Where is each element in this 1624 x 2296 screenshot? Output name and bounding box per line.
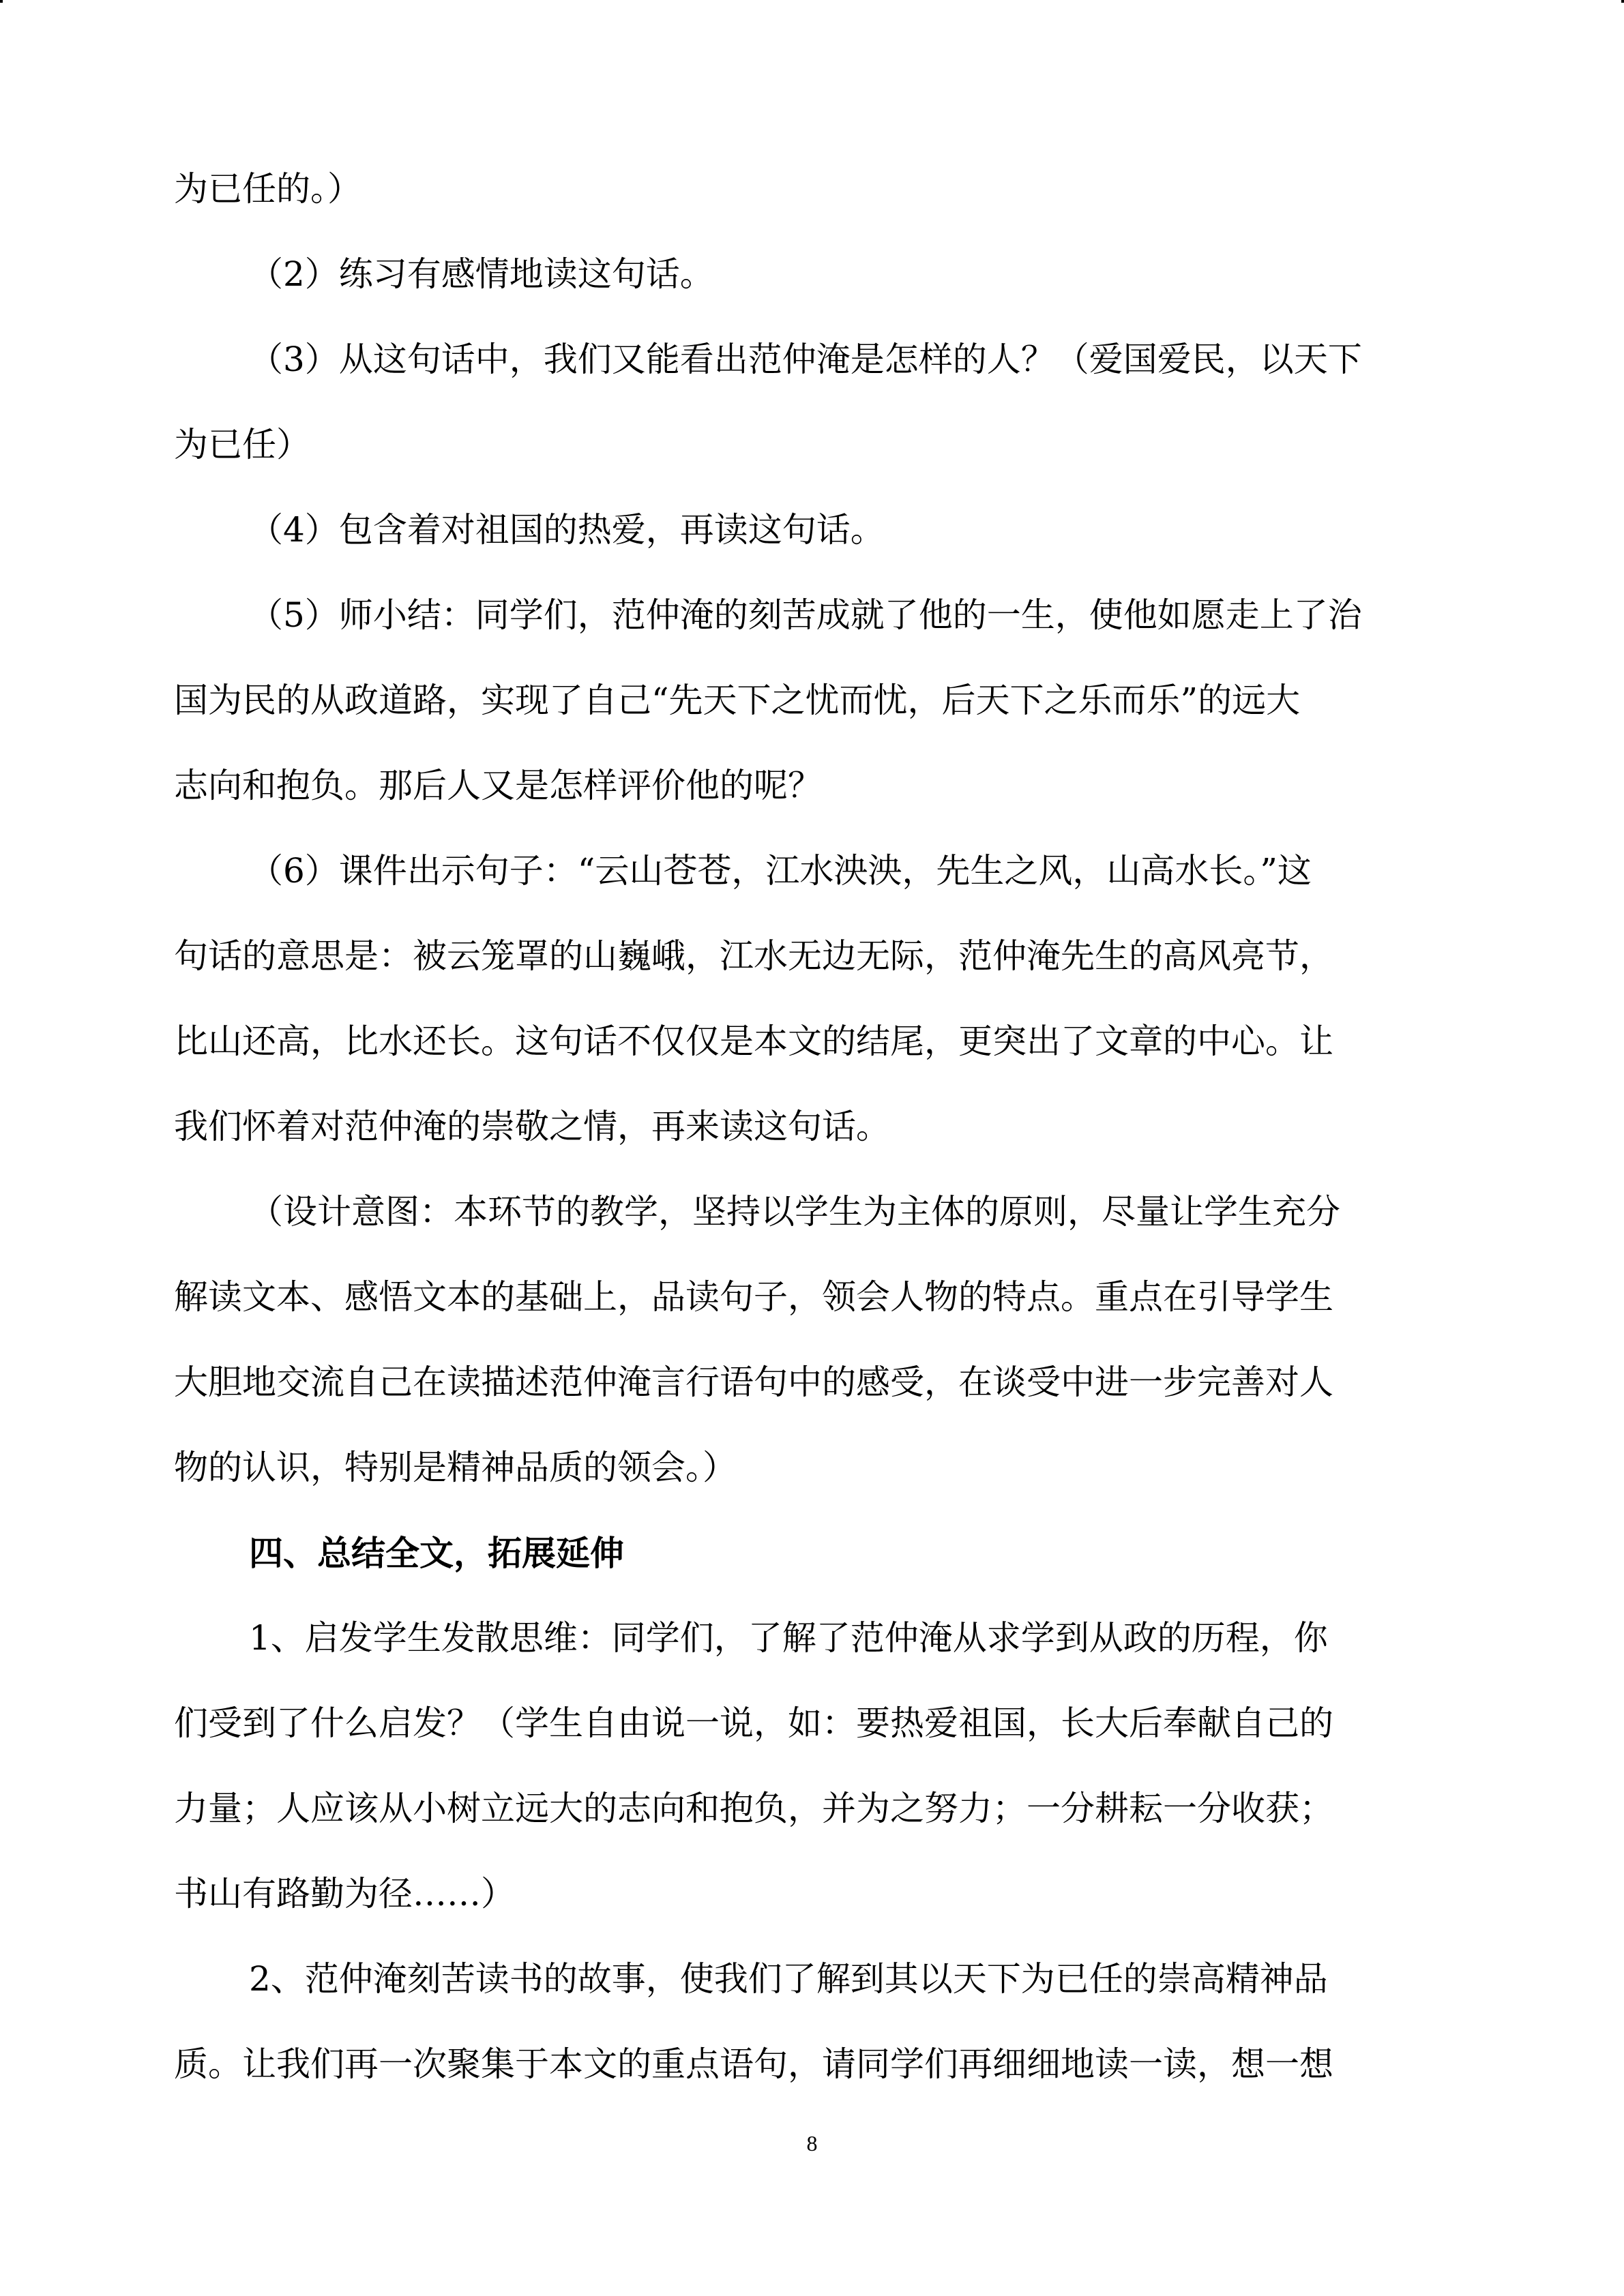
text-line: 句话的意思是：被云笼罩的山巍峨，江水无边无际，范仲淹先生的高风亮节， (174, 936, 1333, 976)
text-line: 我们怀着对范仲淹的崇敬之情，再来读这句话。 (174, 1107, 890, 1146)
text-line: 国为民的从政道路，实现了自己“先天下之忧而忧，后天下之乐而乐”的远大 (174, 681, 1301, 720)
page-corner-mark-left (0, 0, 3, 3)
text-line: （2）练习有感情地读这句话。 (249, 254, 714, 294)
text-line: （6）课件出示句子：“云山苍苍，江水泱泱，先生之风，山高水长。”这 (249, 851, 1312, 891)
text-line: 1、启发学生发散思维：同学们，了解了范仲淹从求学到从政的历程，你 (249, 1618, 1328, 1658)
section-heading: 四、总结全文，拓展延伸 (249, 1533, 624, 1573)
text-line: 为已任） (174, 425, 310, 464)
text-line: 力量；人应该从小树立远大的志向和抱负，并为之努力；一分耕耘一分收获； (174, 1789, 1333, 1828)
text-line: 比山还高，比水还长。这句话不仅仅是本文的结尾，更突出了文章的中心。让 (174, 1022, 1333, 1061)
body-text (174, 147, 1473, 2107)
page-number: 8 (806, 2131, 818, 2156)
text-line: 物的认识，特别是精神品质的领会。） (174, 1448, 737, 1487)
text-line: 为已任的。） (174, 169, 361, 209)
text-line: （4）包含着对祖国的热爱，再读这句话。 (249, 510, 885, 550)
page-corner-mark-right (1621, 0, 1624, 3)
text-line: 质。让我们再一次聚集于本文的重点语句，请同学们再细细地读一读，想一想 (174, 2044, 1333, 2084)
text-line: （3）从这句话中，我们又能看出范仲淹是怎样的人？（爱国爱民，以天下 (249, 340, 1362, 379)
text-line: 2、范仲淹刻苦读书的故事，使我们了解到其以天下为已任的崇高精神品 (249, 1959, 1328, 1999)
text-line: 们受到了什么启发？（学生自由说一说，如：要热爱祖国，长大后奉献自己的 (174, 1703, 1333, 1743)
text-line: （5）师小结：同学们，范仲淹的刻苦成就了他的一生，使他如愿走上了治 (249, 595, 1362, 635)
text-line: 大胆地交流自己在读描述范仲淹言行语句中的感受，在谈受中进一步完善对人 (174, 1362, 1333, 1402)
text-line: 解读文本、感悟文本的基础上，品读句子，领会人物的特点。重点在引导学生 (174, 1277, 1333, 1317)
text-line: （设计意图：本环节的教学，坚持以学生为主体的原则，尽量让学生充分 (249, 1192, 1340, 1232)
text-line: 书山有路勤为径……） (174, 1874, 515, 1913)
text-line: 志向和抱负。那后人又是怎样评价他的呢？ (174, 766, 822, 805)
